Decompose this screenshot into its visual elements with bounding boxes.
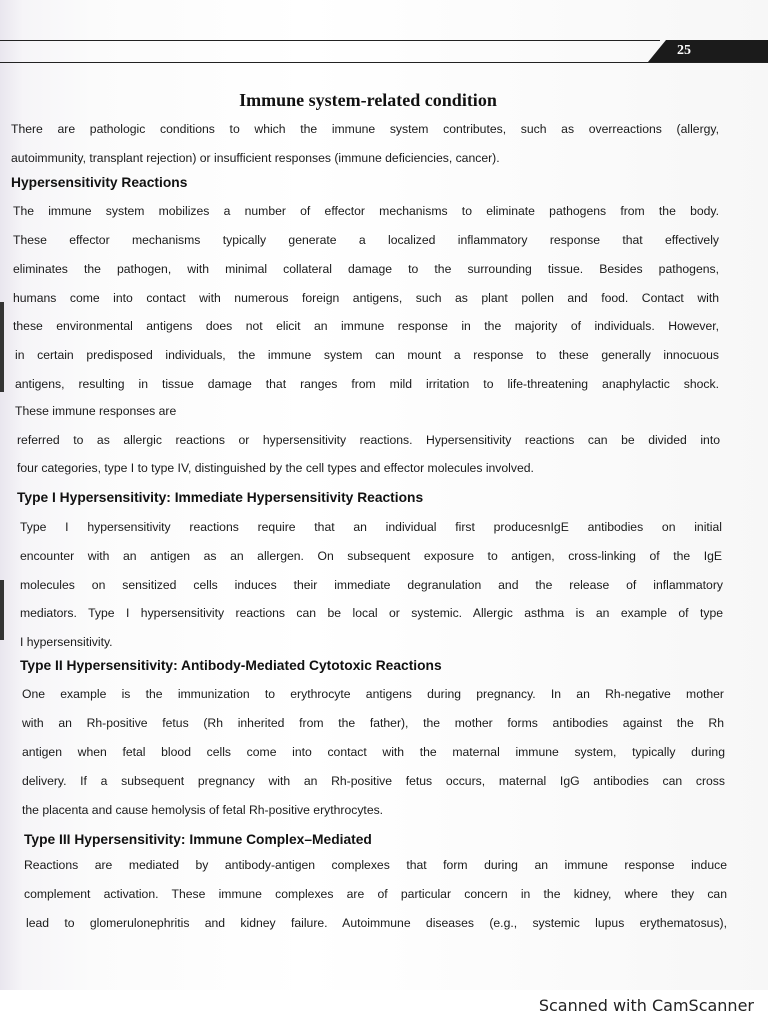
section-heading: Type II Hypersensitivity: Antibody-Mediated Cytotoxic Reactions bbox=[20, 658, 442, 673]
paragraph-line: Type I hypersensitivity reactions require that an individual first producesnIgE antibodies on initial bbox=[20, 520, 722, 534]
paragraph-line: mediators. Type I hypersensitivity reactions can be local or systemic. Allergic asthma is an example of type bbox=[20, 606, 723, 620]
paragraph-line: These immune responses are bbox=[15, 404, 177, 418]
section-heading: Type I Hypersensitivity: Immediate Hypersensitivity Reactions bbox=[17, 490, 424, 505]
paragraph-line: four categories, type I to type IV, distinguished by the cell types and effector molecules involved. bbox=[17, 461, 534, 475]
paragraph-line: humans come into contact with numerous foreign antigens, such as plant pollen and food. Contact with bbox=[13, 291, 719, 305]
page-number: 25 bbox=[677, 43, 691, 58]
paragraph-line: the placenta and cause hemolysis of fetal Rh-positive erythrocytes. bbox=[22, 803, 384, 817]
header-rule-lower bbox=[0, 62, 768, 63]
paragraph-line: I hypersensitivity. bbox=[20, 635, 113, 649]
paragraph-line: with an Rh-positive fetus (Rh inherited from the father), the mother forms antibodies against the Rh bbox=[22, 716, 724, 730]
header-rule bbox=[0, 40, 660, 41]
binding-mark bbox=[0, 302, 4, 392]
paragraph-line: autoimmunity, transplant rejection) or insufficient responses (immune deficiencies, cancer). bbox=[11, 151, 500, 165]
paragraph-line: eliminates the pathogen, with minimal collateral damage to the surrounding tissue. Besides pathogens, bbox=[13, 262, 719, 276]
paragraph-line: antigen when fetal blood cells come into contact with the maternal immune system, typically during bbox=[22, 745, 725, 759]
paragraph-line: referred to as allergic reactions or hypersensitivity reactions. Hypersensitivity reactions can be divided into bbox=[17, 433, 720, 447]
scanner-watermark: Scanned with CamScanner bbox=[538, 996, 754, 1015]
paragraph-line: complement activation. These immune complexes are of particular concern in the kidney, where they can bbox=[24, 887, 727, 901]
binding-mark bbox=[0, 580, 4, 640]
section-heading: Type III Hypersensitivity: Immune Complex–Mediated bbox=[24, 832, 372, 847]
paragraph-line: molecules on sensitized cells induces their immediate degranulation and the release of inflammatory bbox=[20, 578, 723, 592]
paragraph-line: in certain predisposed individuals, the immune system can mount a response to these generally innocuous bbox=[15, 348, 719, 362]
paragraph-line: These effector mechanisms typically generate a localized inflammatory response that effectively bbox=[13, 233, 719, 247]
paragraph-line: Reactions are mediated by antibody-antigen complexes that form during an immune response induce bbox=[24, 858, 727, 872]
paragraph-line: encounter with an antigen as an allergen. On subsequent exposure to antigen, cross-linking of the IgE bbox=[20, 549, 722, 563]
paragraph-line: antigens, resulting in tissue damage that ranges from mild irritation to life-threatening anaphylactic shock. bbox=[15, 377, 719, 391]
paragraph-line: One example is the immunization to erythrocyte antigens during pregnancy. In an Rh-negative mother bbox=[22, 687, 724, 701]
paragraph-line: these environmental antigens does not elicit an immune response in the majority of individuals. However, bbox=[13, 319, 719, 333]
paragraph-line: lead to glomerulonephritis and kidney failure. Autoimmune diseases (e.g., systemic lupus erythematosus), bbox=[26, 916, 727, 930]
paragraph-line: The immune system mobilizes a number of effector mechanisms to eliminate pathogens from the body. bbox=[13, 204, 719, 218]
paragraph-line: delivery. If a subsequent pregnancy with an Rh-positive fetus occurs, maternal IgG antibodies can cross bbox=[22, 774, 725, 788]
page-title: Immune system-related condition bbox=[239, 90, 497, 110]
section-heading: Hypersensitivity Reactions bbox=[11, 175, 188, 190]
paragraph-line: There are pathologic conditions to which the immune system contributes, such as overreactions (allergy, bbox=[11, 122, 719, 136]
